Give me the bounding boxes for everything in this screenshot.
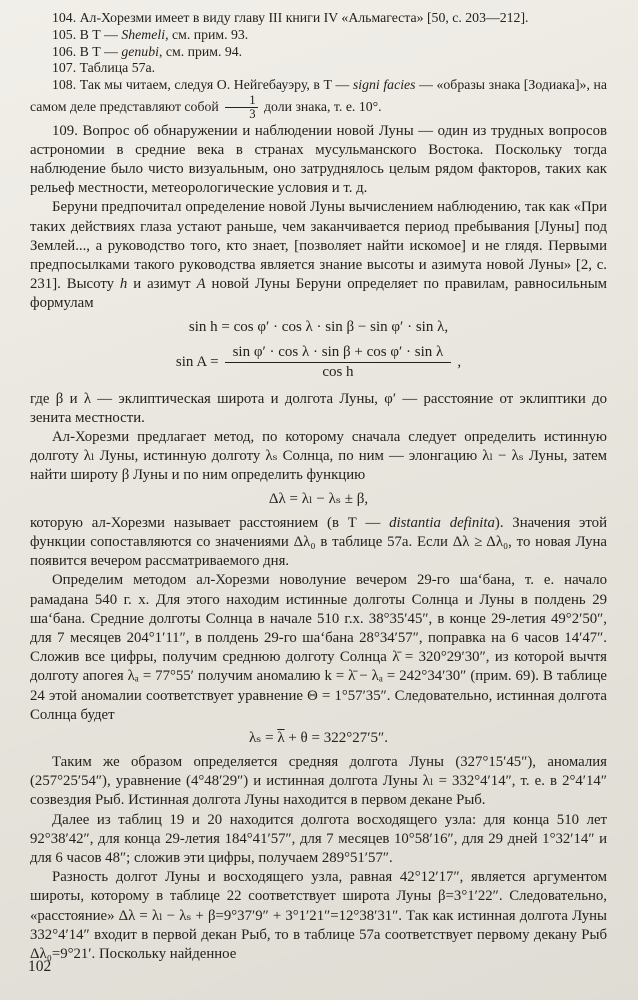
paragraph-new-moon-calculation: Определим методом ал-Хорезми новолуние вечером 29-го ша‘бана, т. е. начало рамадана 540 г. х. Для этого находим истинные долготы Солнца и Луны в полдень 29 ша‘бана. Средние долготы Солнца в начале 510 г.х. 38°35′45″, в конце 29-летия 49°2′50″, для 7 месяцев 204°1′11″, в полдень 29-го ша‘бана 28°34′57″, поправка на 6 часов 14′47″. Сложив все цифры, получим среднюю долготу Солнца λ̄ = 320°29′30″, из которой вычтя долготу апогея λₐ = 77°55′ получим аномалию k = λ̄ − λₐ = 242°34′30″ (прим. 69). В таблице 24 этой аномалии соответствует уравнение Θ = 1°57′35″. Следовательно, истинная долгота Солнца будет [30, 572, 607, 723]
paragraph-109-new-moon: 109. Вопрос об обнаружении и наблюдении новой Луны — один из трудных вопросов астрономии в средние века в странах мусульманского Востока. Поскольку тогда наблюдение было чисто визуальным, оно затруднялось целым рядом факторов, таких как рельеф местности, метеорологические условия и т. д. [30, 122, 607, 197]
footnote-106-text-a: 106. В Т — [52, 43, 122, 59]
formula-distance-function: Δλ = λₗ − λₛ ± β, [268, 490, 369, 507]
footnote-105 [30, 27, 607, 44]
footnote-108-text-b: — «образы знака [Зодиака]», на самом деле представляют собой [30, 77, 607, 114]
distantia-text-b: ). Значения этой функции сопоставляются со значениями Δλ₀ в таблице 57а. Если Δλ ≥ Δλ₀, то новая Луна появится вечером рассматриваемого дня. [30, 514, 607, 570]
formula-fraction-denominator: cos h [322, 364, 354, 381]
beruni-text-a: Беруни предпочитал определение новой Луны вычислением наблюдению, так как «При таких действиях глаза устают раньше, чем заканчивается период пребывания [Луны] под Землей..., а руководство того, кто знает, [позволяет найти искомое] и не глядя. Первыми предпосылками такого руководства является знание высоты и азимута новой Луны» [2, с. 231]. Высоту [30, 199, 607, 293]
formula-sun-rhs: + θ = 322°27′5″. [284, 729, 388, 746]
paragraph-symbol-definitions: где β и λ — эклиптическая широта и долгота Луны, φ′ — расстояние от эклиптики до зенита местности. [30, 390, 607, 426]
formula-sin-azimuth-tail: , [457, 354, 462, 371]
formula-sin-h: sin h = cos φ′ · cos λ · sin β − sin φ′ · sin λ, [188, 318, 449, 335]
footnote-105-latin-term: Shemeli [121, 26, 166, 42]
footnote-105-text-a: 105. В Т — [52, 26, 122, 42]
footnote-108-latin-term: signi facies [352, 77, 416, 93]
footnote-105-text-b: , см. прим. 93. [165, 26, 249, 42]
formula-sun-true-longitude [30, 729, 607, 748]
fraction-one-third [225, 94, 257, 122]
footnote-104: 104. Ал-Хорезми имеет в виду главу III книги IV «Альмагеста» [50, с. 203—212]. [52, 10, 529, 25]
footnote-108 [30, 77, 607, 121]
distantia-text-a: которую ал-Хорезми называет расстоянием (в Т — [30, 514, 390, 531]
distantia-latin-term: distantia definita [389, 514, 495, 531]
paragraph-moon-longitude: Таким же образом определяется средняя долгота Луны (327°15′45″), аномалия (257°25′54″), уравнение (4°48′29″) и истинная долгота Луны λₗ = 332°4′14″, т. е. в 2°4′14″ созвездия Рыб. Истинная долгота Луны находится в первом декане Рыб. [30, 753, 607, 809]
paragraph-distantia-definita [30, 514, 607, 572]
page-number: 102 [28, 958, 52, 975]
footnote-107: 107. Таблица 57а. [52, 60, 156, 76]
footnote-108-text-c: доли знака, т. е. 10°. [260, 98, 382, 114]
formula-sin-azimuth [30, 343, 607, 383]
formula-fraction-numerator: sin φ′ · cos λ · sin β + cos φ′ · sin λ [225, 343, 452, 364]
fraction-numerator: 1 [225, 94, 257, 108]
fraction-denominator: 3 [249, 107, 256, 122]
symbol-A: A [196, 276, 206, 293]
formula-fraction [225, 343, 452, 383]
lambda-overline: $\overline{\lambda}$ [277, 729, 285, 746]
beruni-text-b: и азимут [127, 276, 197, 293]
paragraph-ascending-node: Далее из таблиц 19 и 20 находится долгота восходящего узла: для конца 510 лет 92°38′42″, для конца 29-летия 184°41′57″, для 7 месяцев 10°58′16″, для 29 дней 1°32′14″ и для 6 часов 48″; сложив эти цифры, получаем 289°51′57″. [30, 811, 607, 866]
footnote-106-text-b: , см. прим. 94. [158, 43, 243, 59]
paragraph-latitude-argument: Разность долгот Луны и восходящего узла, равная 42°12′17″, является аргументом широты, которому в таблице 22 соответствует широта Луны β=3°1′22″. Следовательно, «расстояние» Δλ = λₗ − λₛ + β=9°37′9″ + 3°1′21″=12°38′31″. Так как истинная долгота Луны 332°4′14″ входит в первой декан Рыб, то в таблице 57а соответствует первому декану Рыб Δλ₀=9°21′. Поскольку найденное [30, 869, 607, 962]
footnote-108-text-a: 108. Так мы читаем, следуя О. Нейгебауэру, в Т — [52, 77, 353, 93]
beruni-text-c: новой Луны Беруни определяет по правилам, равносильным формулам [30, 276, 607, 312]
footnote-106 [30, 44, 607, 61]
footnote-106-latin-term: genubi [121, 43, 159, 59]
symbol-h: h [119, 276, 128, 293]
formula-sun-lhs: λₛ = [249, 729, 278, 746]
formula-sin-azimuth-lhs: sin A = [175, 354, 219, 371]
paragraph-beruni-quote [30, 198, 607, 313]
paragraph-khwarizmi-method: Ал-Хорезми предлагает метод, по которому сначала следует определить истинную долготу λₗ Луны, истинную долготу λₛ Солнца, по ним — элонгацию λₗ − λₛ Луны, затем найти широту β Луны и по ним определить функцию [30, 429, 607, 484]
